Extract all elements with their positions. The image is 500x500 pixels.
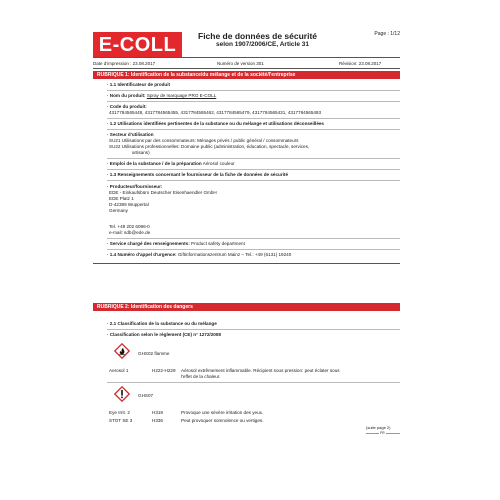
product-codes: 4317784565448, 4317784565455, 4317784565462, 4317784565479, 4317784565431, 4317784565493 [109, 110, 322, 115]
divider [107, 101, 400, 102]
sector-label: · Secteur d'utilisation [107, 132, 154, 137]
aerosol-text-cont: l'effet de la chaleur. [181, 374, 221, 379]
section-1-title: RUBRIQUE 1: Identification de la substance/du mélange et de la société/l'entreprise [97, 72, 296, 78]
aerosol-class: Aerosol 1 [109, 368, 129, 373]
su22-line-cont: artisans) [132, 150, 150, 155]
divider [107, 90, 400, 91]
ghs02-label: GHS02 flamme [138, 351, 170, 356]
section-1-3-heading: · 1.3 Renseignements concernant le fournisseur de la fiche de données de sécurité [107, 172, 288, 177]
eye-code: H319 [152, 410, 163, 415]
revision-date: Révision: 23.08.2017 [339, 61, 382, 66]
product-name-row [107, 93, 216, 99]
supplier-line: EDE - Einkaufsbüro Deutscher Eisenhaendler GmbH [109, 190, 217, 195]
document-title: Fiche de données de sécurité [198, 31, 318, 41]
stot-text: Peut provoquer somnolence ou vertiges. [181, 418, 264, 423]
emergency-value: Giftinformationszentrum Mainz – Tel.: +49 (6131) 19240 [177, 252, 292, 257]
ghs07-label: GHS07 [138, 393, 154, 398]
service-label: · Service chargé des renseignements: [107, 241, 190, 246]
emergency-label: · 1.4 Numéro d'appel d'urgence: [107, 252, 177, 257]
divider [107, 249, 400, 250]
section-1-bar [93, 71, 400, 79]
version-number: Numéro de version 301 [217, 61, 264, 66]
header-rule [93, 57, 400, 58]
company-logo: E-COLL [93, 32, 182, 58]
product-code-label: · Code du produit: [107, 104, 147, 109]
su21-line: SU21 Utilisations par des consommateurs: Ménages privés / public général / consommateurs [109, 138, 299, 143]
section-1-2-heading: · 1.2 Utilisations identifiées pertinentes de la substance ou du mélange et utilisations déconseillées [107, 121, 324, 126]
document-subtitle: selon 1907/2006/CE, Article 31 [216, 41, 309, 48]
footer-code: FR [380, 431, 385, 435]
product-name-label: · Nom du produit: [107, 93, 146, 98]
supplier-line: EDE Platz 1 [109, 196, 134, 201]
section-2-title: RUBRIQUE 2: Identification des dangers [97, 304, 193, 310]
supplier-phone: Tel. +49 202 6096-0 [109, 224, 150, 229]
eye-class: Eye Irrit. 2 [109, 410, 130, 415]
meta-rule [93, 68, 400, 69]
aerosol-code: H222-H229 [152, 368, 176, 373]
supplier-label: · Producteur/fournisseur: [107, 184, 163, 189]
divider [107, 329, 400, 330]
supplier-email[interactable]: e-mail: sdb@ede.de [109, 230, 151, 235]
product-name-value: Spray de marquage PRO E-COLL [146, 93, 217, 98]
divider [107, 118, 400, 119]
page-number: Page : 1/12 [374, 31, 400, 37]
use-value: Aérosol couleur [202, 161, 235, 166]
service-row [107, 241, 245, 247]
stot-code: H336 [152, 418, 163, 423]
continued-note: (suite page 2) [366, 425, 391, 430]
section-1-1-heading: · 1.1 Identificateur de produit [107, 82, 171, 87]
divider [107, 158, 400, 159]
supplier-line: Germany [109, 208, 128, 213]
supplier-line: D-42389 Wuppertal [109, 202, 149, 207]
emergency-row [107, 252, 291, 258]
su22-line: SU22 Utilisations professionnelles: Domaine public (administration, éducation, spectacle, services, [109, 144, 310, 149]
exclamation-icon [114, 386, 130, 402]
divider [107, 129, 400, 130]
divider [107, 180, 400, 181]
print-date: Date d'impression : 23.08.2017 [93, 61, 156, 66]
use-row [107, 161, 235, 167]
section-rule [93, 263, 400, 264]
divider [107, 238, 400, 239]
section-2-1-heading: · 2.1 Classification de la substance ou du mélange [107, 321, 217, 326]
use-label: · Emploi de la substance / de la préparation [107, 161, 202, 166]
divider [107, 382, 400, 383]
section-2-bar [93, 303, 400, 311]
service-value: Product safety department [191, 241, 245, 246]
divider [107, 169, 400, 170]
stot-class: STOT SE 3 [109, 418, 133, 423]
classification-heading: · Classification selon le règlement (CE) n° 1272/2008 [107, 332, 221, 337]
aerosol-text: Aérosol extrêmement inflammable. Récipient sous pression: peut éclater sous [181, 368, 340, 373]
eye-text: Provoque une sévère irritation des yeux. [181, 410, 264, 415]
flame-icon [114, 343, 130, 359]
